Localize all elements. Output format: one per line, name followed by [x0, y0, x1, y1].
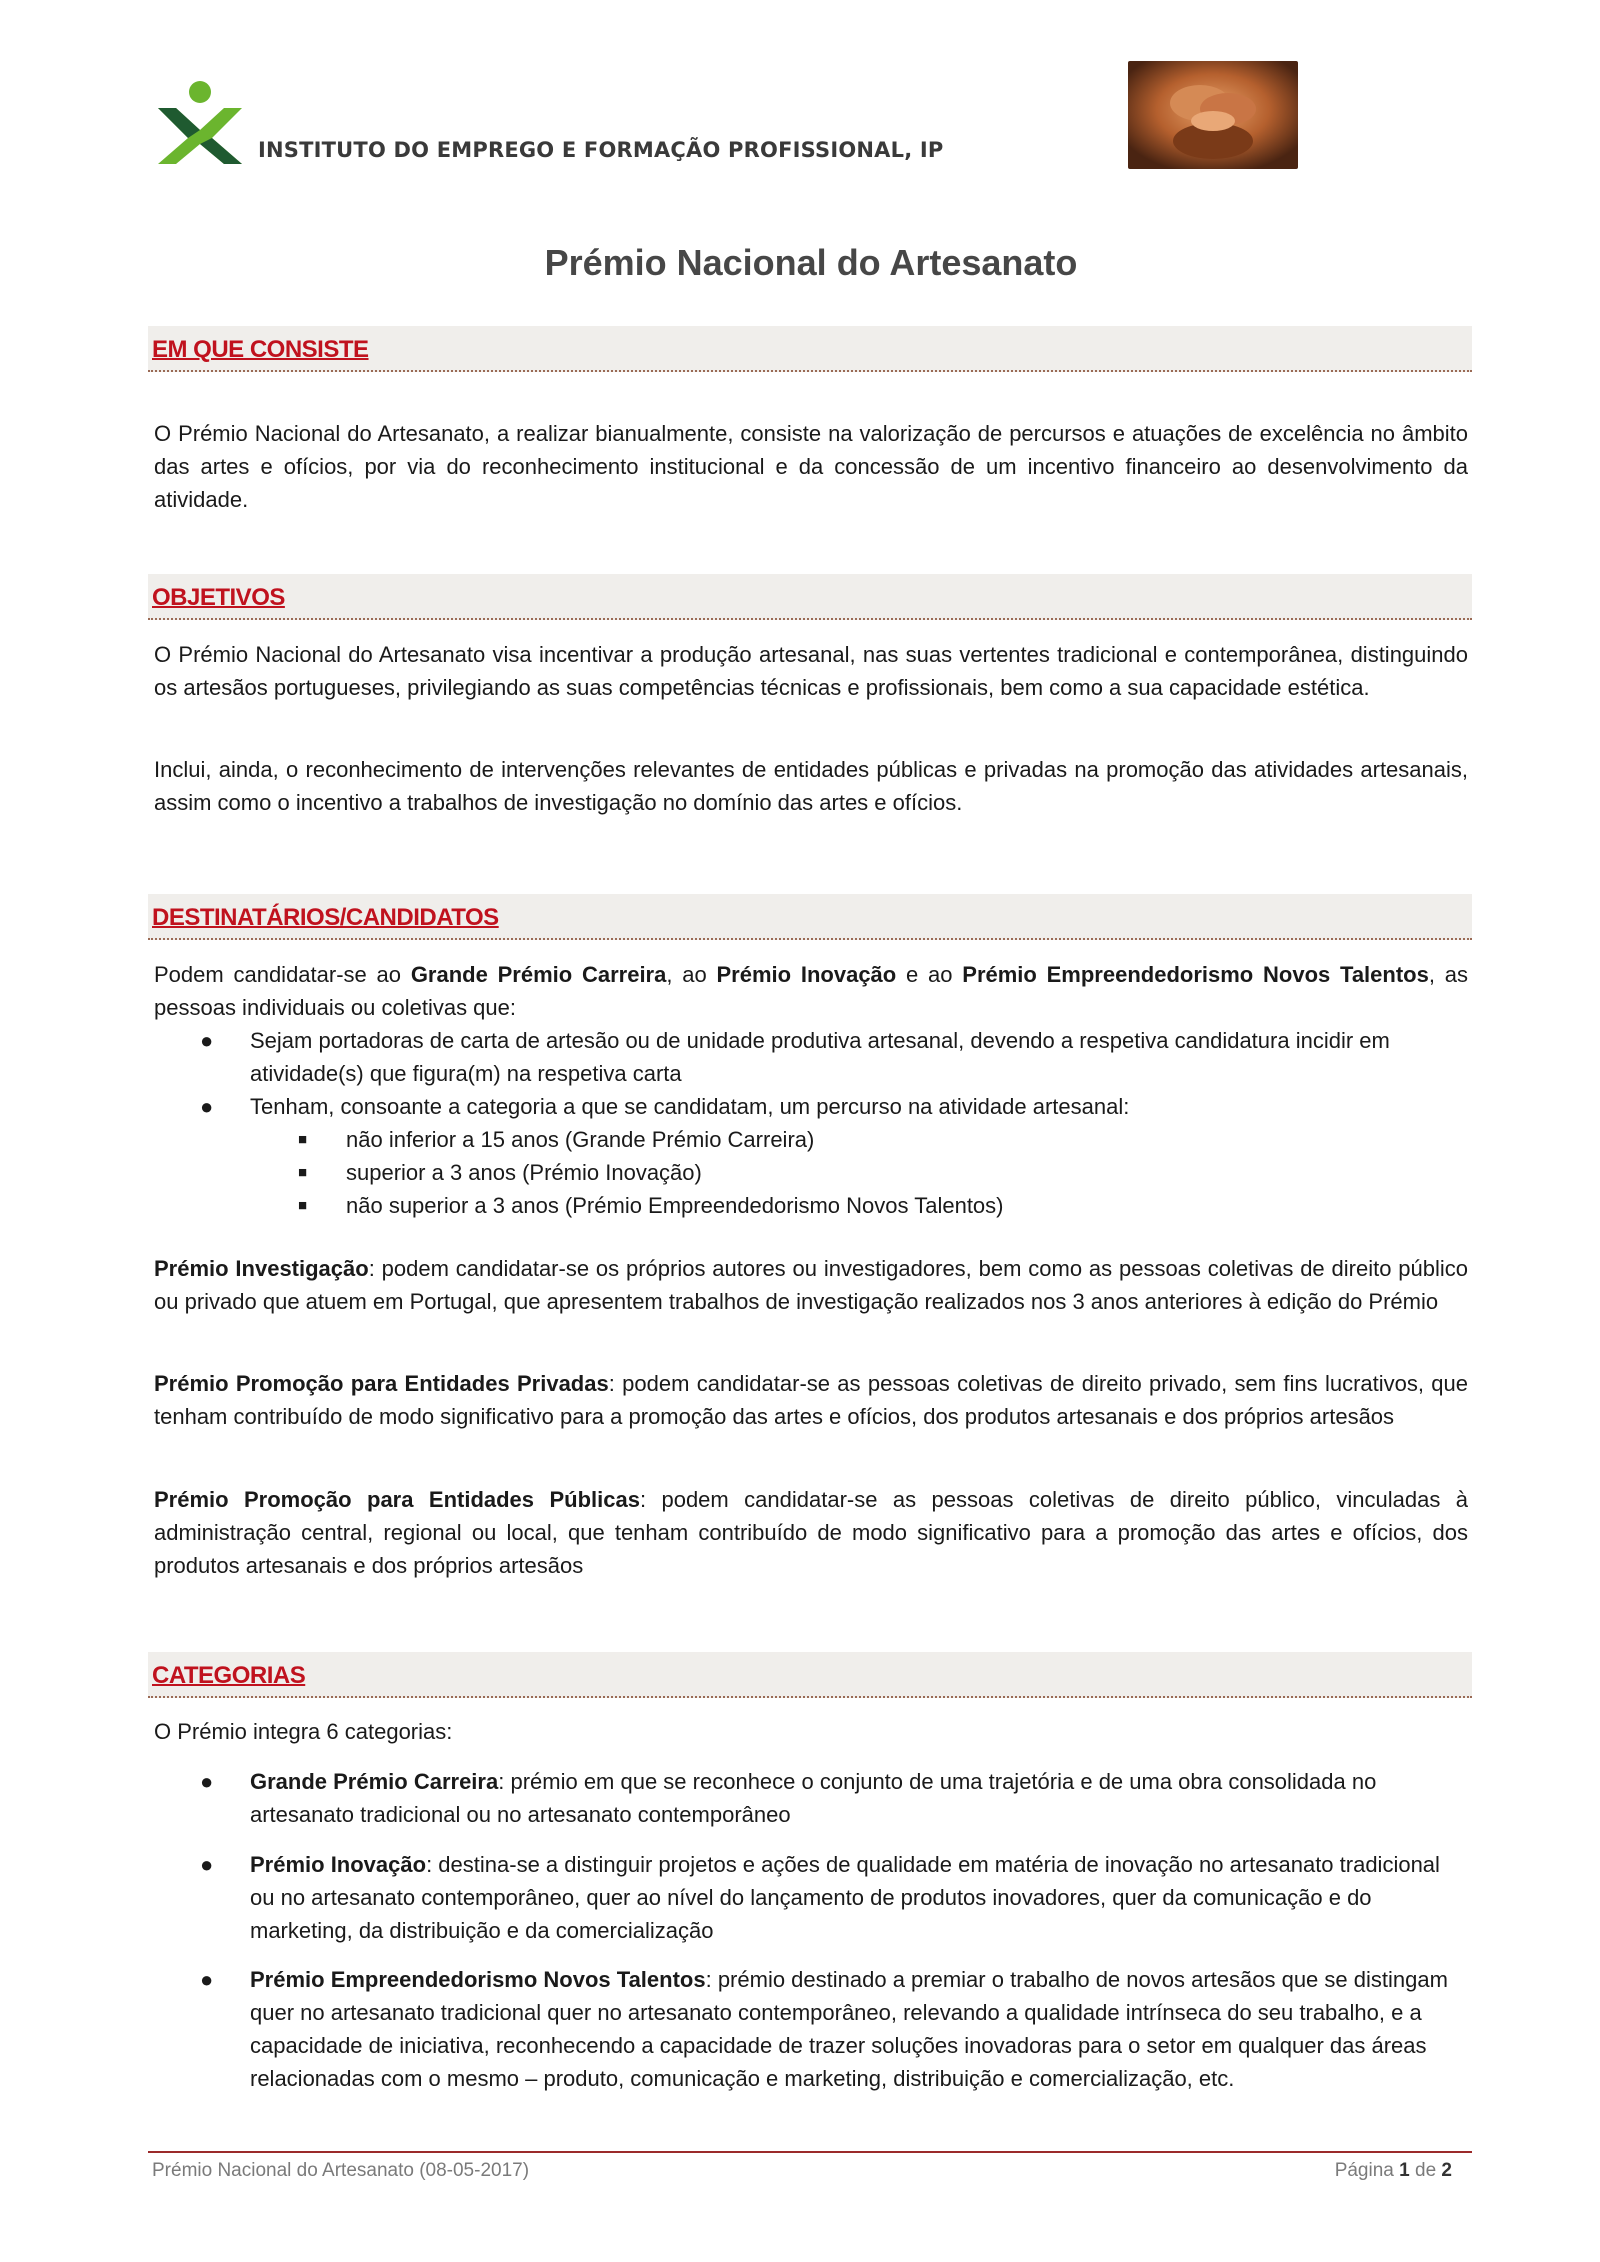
section-heading-label: CATEGORIAS [152, 1662, 306, 1689]
privadas-paragraph: Prémio Promoção para Entidades Privadas: podem candidatar-se as pessoas coletivas de direito privado, sem fins lucrativos, que tenham contribuído de modo significativo para a promoção das artes e ofícios, dos produtos artesanais e dos próprios artesãos [154, 1371, 1468, 1429]
list-item: Sejam portadoras de carta de artesão ou de unidade produtiva artesanal, devendo a respetiva candidatura incidir em atividade(s) que figura(m) na respetiva carta [250, 1028, 1390, 1086]
objetivos-paragraph-1: O Prémio Nacional do Artesanato visa incentivar a produção artesanal, nas suas vertentes tradicional e contemporânea, distinguindo os artesãos portugueses, privilegiando as suas competências técnicas e profissionais, bem como a sua capacidade estética. [154, 642, 1468, 700]
list-item: não inferior a 15 anos (Grande Prémio Carreira) [346, 1127, 815, 1152]
section-heading-consiste [148, 326, 1472, 372]
footer-page-number: Página 1 de 2 [1334, 2160, 1452, 2181]
footer-doc-info: Prémio Nacional do Artesanato (08-05-2017) [152, 2160, 530, 2181]
iefp-logo-icon [150, 78, 250, 166]
footer-divider [148, 2151, 1472, 2153]
destinatarios-intro: Podem candidatar-se ao Grande Prémio Carreira, ao Prémio Inovação e ao Prémio Empreendedorismo Novos Talentos, as pessoas individuais ou coletivas que: [154, 962, 1468, 1020]
list-item: superior a 3 anos (Prémio Inovação) [346, 1160, 702, 1185]
section-heading-destinatarios [148, 894, 1472, 940]
list-item: Grande Prémio Carreira: prémio em que se reconhece o conjunto de uma trajetória e de uma obra consolidada no artesanato tradicional ou no artesanato contemporâneo [250, 1769, 1377, 1827]
section-heading-categorias [148, 1652, 1472, 1698]
section-heading-label: EM QUE CONSISTE [152, 336, 369, 363]
bullet-icon: ● [200, 1967, 214, 1992]
list-item: Prémio Inovação: destina-se a distinguir projetos e ações de qualidade em matéria de inovação no artesanato tradicional ou no artesanato contemporâneo, quer ao nível do lançamento de produtos inovadores, quer da comunicação e do marketing, da distribuição e da comercialização [250, 1852, 1440, 1943]
square-bullet-icon: ■ [298, 1164, 308, 1181]
objetivos-paragraph-2: Inclui, ainda, o reconhecimento de intervenções relevantes de entidades públicas e privadas na promoção das atividades artesanais, assim como o incentivo a trabalhos de investigação no domínio das artes e ofícios. [154, 757, 1468, 815]
square-bullet-icon: ■ [298, 1197, 308, 1214]
document-title: Prémio Nacional do Artesanato [544, 242, 1078, 283]
list-item: Prémio Empreendedorismo Novos Talentos: prémio destinado a premiar o trabalho de novos artesãos que se distingam quer no artesanato tradicional quer no artesanato contemporâneo, relevando a qualidade intrínseca do seu trabalho, e a capacidade de iniciativa, reconhecendo a capacidade de trazer soluções inovadoras para o setor em qualquer das áreas relacionadas com o mesmo – produto, comunicação e marketing, distribuição e comercialização, etc. [250, 1967, 1448, 2091]
section-heading-objetivos [148, 574, 1472, 620]
list-item: Tenham, consoante a categoria a que se candidatam, um percurso na atividade artesanal: [250, 1094, 1130, 1119]
section-heading-label: DESTINATÁRIOS/CANDIDATOS [152, 904, 499, 931]
section-heading-label: OBJETIVOS [152, 584, 285, 611]
square-bullet-icon: ■ [298, 1131, 308, 1148]
consiste-paragraph: O Prémio Nacional do Artesanato, a realizar bianualmente, consiste na valorização de percursos e atuações de excelência no âmbito das artes e ofícios, por via do reconhecimento institucional e da concessão de um incentivo financeiro ao desenvolvimento da atividade. [154, 421, 1468, 512]
org-name: INSTITUTO DO EMPREGO E FORMAÇÃO PROFISSIONAL, IP [258, 138, 944, 162]
categorias-intro: O Prémio integra 6 categorias: [154, 1719, 453, 1744]
bullet-icon: ● [200, 1094, 214, 1119]
investigacao-paragraph: Prémio Investigação: podem candidatar-se os próprios autores ou investigadores, bem como as pessoas coletivas de direito público ou privado que atuem em Portugal, que apresentem trabalhos de investigação realizados nos 3 anos anteriores à edição do Prémio [154, 1256, 1468, 1314]
bullet-icon: ● [200, 1028, 214, 1053]
list-item: não superior a 3 anos (Prémio Empreendedorismo Novos Talentos) [346, 1193, 1004, 1218]
publicas-paragraph: Prémio Promoção para Entidades Públicas: podem candidatar-se as pessoas coletivas de direito público, vinculadas à administração central, regional ou local, que tenham contribuído de modo significativo para a promoção das artes e ofícios, dos produtos artesanais e dos próprios artesãos [154, 1487, 1468, 1578]
bullet-icon: ● [200, 1769, 214, 1794]
bullet-icon: ● [200, 1852, 214, 1877]
pottery-hands-photo-icon [1128, 61, 1298, 169]
